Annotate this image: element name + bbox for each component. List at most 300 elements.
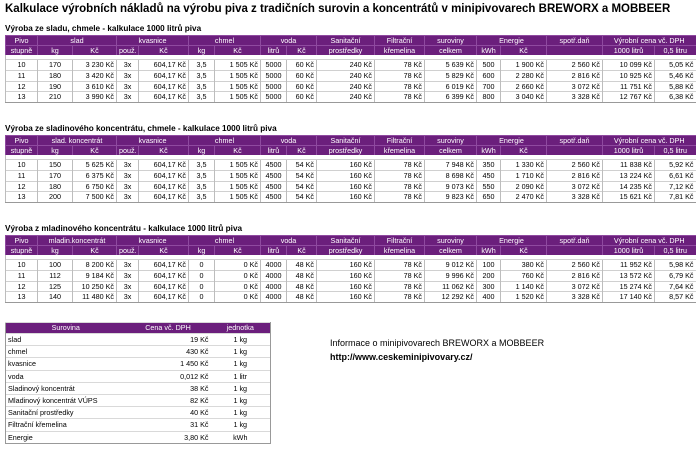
cell: 78 Kč: [375, 60, 425, 71]
header-cell: stupně: [6, 246, 38, 256]
header-cell: Kč: [139, 46, 189, 56]
cell: 60 Kč: [287, 92, 317, 103]
header-cell: voda: [261, 236, 317, 246]
header-cell: suroviny: [425, 136, 477, 146]
cell: 160 Kč: [317, 292, 375, 303]
table-row: [6, 181, 696, 192]
calc-table-sladinovy: [5, 135, 696, 203]
cell: 13: [6, 292, 38, 303]
cell: 3x: [117, 260, 139, 271]
table-row: [6, 292, 696, 303]
header-cell: kg: [38, 246, 73, 256]
cell: 13: [6, 92, 38, 103]
header-cell: kg: [189, 246, 215, 256]
cell: 1 kg: [211, 395, 271, 407]
header-cell: chmel: [189, 236, 261, 246]
info-text: Informace o minipivovarech BREWORX a MOBBEER: [330, 338, 545, 348]
table-row: [6, 407, 271, 419]
cell: 2 280 Kč: [501, 71, 547, 82]
cell: 160 Kč: [317, 192, 375, 203]
cell: 650: [477, 192, 501, 203]
header-cell: Energie: [477, 136, 547, 146]
cell: 54 Kč: [287, 160, 317, 171]
header-cell: křemelina: [375, 146, 425, 156]
header-cell: použ.: [117, 146, 139, 156]
header-row-2: [6, 146, 696, 156]
cell: 240 Kč: [317, 92, 375, 103]
cell: 3 230 Kč: [73, 60, 117, 71]
header-cell: slad. koncentrát: [38, 136, 117, 146]
cell: 550: [477, 181, 501, 192]
table-row: [6, 281, 696, 292]
header-row-1: [6, 36, 696, 46]
cell: 210: [38, 92, 73, 103]
cell: 4000: [261, 260, 287, 271]
cell: 78 Kč: [375, 181, 425, 192]
cell: 7 500 Kč: [73, 192, 117, 203]
cell: 10: [6, 160, 38, 171]
cell: 600: [477, 71, 501, 82]
cell: 3x: [117, 171, 139, 182]
cell: 13 572 Kč: [603, 271, 655, 282]
cell: 5,46 Kč: [655, 71, 696, 82]
cell: 1 kg: [211, 382, 271, 394]
cell: 12 292 Kč: [425, 292, 477, 303]
cell: 3x: [117, 281, 139, 292]
cell: 10 250 Kč: [73, 281, 117, 292]
cell: 6,61 Kč: [655, 171, 696, 182]
header-cell: Filtrační: [375, 136, 425, 146]
cell: 0: [189, 260, 215, 271]
header-cell: voda: [261, 136, 317, 146]
header-cell: chmel: [189, 36, 261, 46]
table-row: [6, 260, 696, 271]
cell: 6,79 Kč: [655, 271, 696, 282]
cell: 100: [38, 260, 73, 271]
cell: 1 505 Kč: [215, 171, 261, 182]
header-cell: kg: [189, 46, 215, 56]
cell: 6 375 Kč: [73, 171, 117, 182]
table-row: [6, 192, 696, 203]
cell: 3,5: [189, 81, 215, 92]
cell: 1 505 Kč: [215, 92, 261, 103]
header-row-1: [6, 136, 696, 146]
header-cell: Kč: [215, 146, 261, 156]
calc-table-mladinovy: [5, 235, 696, 303]
cell: 54 Kč: [287, 171, 317, 182]
header-cell: Kč: [287, 246, 317, 256]
header-cell: 0,5 litru: [655, 246, 696, 256]
table-row: [6, 346, 271, 358]
cell: 3x: [117, 292, 139, 303]
header-cell: Kč: [501, 146, 547, 156]
header-cell: prostředky: [317, 146, 375, 156]
cell: 48 Kč: [287, 281, 317, 292]
cell: 5000: [261, 92, 287, 103]
header-cell: litrů: [261, 246, 287, 256]
header-cell: Kč: [287, 46, 317, 56]
cell: 3x: [117, 81, 139, 92]
header-cell: celkem: [425, 246, 477, 256]
cell: 125: [38, 281, 73, 292]
header-cell: Kč: [287, 146, 317, 156]
cell: 10 099 Kč: [603, 60, 655, 71]
cell: 4500: [261, 160, 287, 171]
cell: 1 kg: [211, 346, 271, 358]
surovina-price-table: [5, 322, 271, 444]
calc-table-slad: [5, 35, 696, 103]
header-cell: křemelina: [375, 46, 425, 56]
cell: slad: [6, 334, 126, 346]
cell: 150: [38, 160, 73, 171]
cell: 112: [38, 271, 73, 282]
header-cell: Cena vč. DPH: [126, 323, 211, 334]
header-cell: Sanitační: [317, 136, 375, 146]
cell: 604,17 Kč: [139, 60, 189, 71]
cell: 8 698 Kč: [425, 171, 477, 182]
cell: 0 Kč: [215, 271, 261, 282]
cell: 3 072 Kč: [547, 181, 603, 192]
cell: 100: [477, 260, 501, 271]
cell: 3x: [117, 60, 139, 71]
cell: 4500: [261, 171, 287, 182]
header-cell: slad: [38, 36, 117, 46]
header-cell: Kč: [215, 46, 261, 56]
header-cell: kg: [38, 46, 73, 56]
cell: 760 Kč: [501, 271, 547, 282]
cell: 48 Kč: [287, 271, 317, 282]
cell: 11 838 Kč: [603, 160, 655, 171]
cell: 3x: [117, 271, 139, 282]
cell: 1 505 Kč: [215, 181, 261, 192]
cell: 604,17 Kč: [139, 81, 189, 92]
cell: 1 505 Kč: [215, 160, 261, 171]
header-cell: spotř.daň: [547, 236, 603, 246]
header-cell: kWh: [477, 246, 501, 256]
header-cell: kvasnice: [117, 36, 189, 46]
header-cell: 1000 litrů: [603, 146, 655, 156]
cell: 4000: [261, 292, 287, 303]
cell: 5 639 Kč: [425, 60, 477, 71]
header-cell: chmel: [189, 136, 261, 146]
table-row: [6, 419, 271, 431]
cell: 3 328 Kč: [547, 192, 603, 203]
cell: 78 Kč: [375, 260, 425, 271]
cell: 11: [6, 171, 38, 182]
cell: 9 012 Kč: [425, 260, 477, 271]
cell: 13: [6, 192, 38, 203]
cell: 3x: [117, 92, 139, 103]
cell: 2 560 Kč: [547, 260, 603, 271]
cell: 7,64 Kč: [655, 281, 696, 292]
cell: 380 Kč: [501, 260, 547, 271]
cell: 3,5: [189, 181, 215, 192]
cell: 5,88 Kč: [655, 81, 696, 92]
cell: 3 610 Kč: [73, 81, 117, 92]
header-cell: 0,5 litru: [655, 146, 696, 156]
cell: 60 Kč: [287, 60, 317, 71]
cell: 54 Kč: [287, 192, 317, 203]
header-row-2: [6, 246, 696, 256]
cell: 11 062 Kč: [425, 281, 477, 292]
cell: 1 kg: [211, 358, 271, 370]
cell: 78 Kč: [375, 81, 425, 92]
cell: 11: [6, 71, 38, 82]
cell: 2 470 Kč: [501, 192, 547, 203]
cell: 40 Kč: [126, 407, 211, 419]
cell: 2 560 Kč: [547, 60, 603, 71]
cell: 8 200 Kč: [73, 260, 117, 271]
cell: 160 Kč: [317, 171, 375, 182]
header-cell: kWh: [477, 46, 501, 56]
cell: 160 Kč: [317, 181, 375, 192]
header-cell: celkem: [425, 46, 477, 56]
cell: kWh: [211, 431, 271, 443]
cell: 2 090 Kč: [501, 181, 547, 192]
cell: 12: [6, 181, 38, 192]
table-row: [6, 81, 696, 92]
cell: 60 Kč: [287, 81, 317, 92]
header-cell: spotř.daň: [547, 36, 603, 46]
cell: 1 900 Kč: [501, 60, 547, 71]
table-row: [6, 431, 271, 443]
header-cell: kg: [38, 146, 73, 156]
cell: 78 Kč: [375, 281, 425, 292]
cell: 17 140 Kč: [603, 292, 655, 303]
header-cell: kvasnice: [117, 136, 189, 146]
cell: 19 Kč: [126, 334, 211, 346]
cell: 190: [38, 81, 73, 92]
header-cell: Kč: [215, 246, 261, 256]
cell: 9 184 Kč: [73, 271, 117, 282]
cell: 3,80 Kč: [126, 431, 211, 443]
cell: 3x: [117, 160, 139, 171]
cell: 1 330 Kč: [501, 160, 547, 171]
header-row-1: [6, 236, 696, 246]
cell: 6 019 Kč: [425, 81, 477, 92]
cell: 350: [477, 160, 501, 171]
cell: 604,17 Kč: [139, 181, 189, 192]
cell: chmel: [6, 346, 126, 358]
header-cell: [547, 246, 603, 256]
cell: 60 Kč: [287, 71, 317, 82]
header-cell: stupně: [6, 46, 38, 56]
cell: 11 480 Kč: [73, 292, 117, 303]
cell: 12: [6, 281, 38, 292]
header-cell: Výrobní cena vč. DPH: [603, 236, 696, 246]
cell: 11 952 Kč: [603, 260, 655, 271]
cell: 6 399 Kč: [425, 92, 477, 103]
header-cell: [547, 46, 603, 56]
cell: 3x: [117, 71, 139, 82]
header-cell: celkem: [425, 146, 477, 156]
cell: 160 Kč: [317, 260, 375, 271]
cell: 200: [477, 271, 501, 282]
section-title-slad: Výroba ze sladu, chmele - kalkulace 1000 litrů piva: [5, 24, 202, 33]
cell: 2 816 Kč: [547, 271, 603, 282]
table-row: [6, 382, 271, 394]
cell: 0 Kč: [215, 260, 261, 271]
header-cell: litrů: [261, 146, 287, 156]
cell: 604,17 Kč: [139, 271, 189, 282]
cell: 78 Kč: [375, 160, 425, 171]
cell: 3,5: [189, 60, 215, 71]
cell: 9 996 Kč: [425, 271, 477, 282]
website-link[interactable]: http://www.ceskeminipivovary.cz/: [330, 352, 473, 362]
header-cell: suroviny: [425, 236, 477, 246]
table-row: [6, 92, 696, 103]
cell: 3,5: [189, 71, 215, 82]
table-row: [6, 171, 696, 182]
header-cell: kg: [189, 146, 215, 156]
cell: 3 072 Kč: [547, 281, 603, 292]
cell: 3,5: [189, 160, 215, 171]
header-cell: 1000 litrů: [603, 46, 655, 56]
header-cell: Filtrační: [375, 36, 425, 46]
cell: 5,92 Kč: [655, 160, 696, 171]
cell: 800: [477, 92, 501, 103]
cell: 240 Kč: [317, 60, 375, 71]
cell: 1 140 Kč: [501, 281, 547, 292]
cell: 1 kg: [211, 407, 271, 419]
cell: 48 Kč: [287, 260, 317, 271]
header-cell: prostředky: [317, 246, 375, 256]
header-cell: litrů: [261, 46, 287, 56]
cell: 604,17 Kč: [139, 171, 189, 182]
cell: 0 Kč: [215, 292, 261, 303]
cell: 300: [477, 281, 501, 292]
cell: Sladinový koncentrát: [6, 382, 126, 394]
cell: 31 Kč: [126, 419, 211, 431]
cell: 13 224 Kč: [603, 171, 655, 182]
cell: 15 274 Kč: [603, 281, 655, 292]
cell: 8,57 Kč: [655, 292, 696, 303]
cell: 0: [189, 292, 215, 303]
header-cell: Výrobní cena vč. DPH: [603, 136, 696, 146]
cell: 1 450 Kč: [126, 358, 211, 370]
cell: 450: [477, 171, 501, 182]
header-cell: kWh: [477, 146, 501, 156]
header-cell: použ.: [117, 46, 139, 56]
cell: 12: [6, 81, 38, 92]
section-title-mladinovy: Výroba z mladinového koncentrátu - kalkulace 1000 litrů piva: [5, 224, 243, 233]
cell: kvasnice: [6, 358, 126, 370]
header-cell: použ.: [117, 246, 139, 256]
cell: voda: [6, 370, 126, 382]
cell: 5000: [261, 71, 287, 82]
page-title: Kalkulace výrobních nákladů na výrobu piva z tradičních surovin a koncentrátů v minipivovarech BREWORX a MOBBEER: [5, 3, 671, 15]
cell: 240 Kč: [317, 81, 375, 92]
cell: 14 235 Kč: [603, 181, 655, 192]
cell: 10: [6, 60, 38, 71]
header-cell: 0,5 litru: [655, 46, 696, 56]
cell: 1 kg: [211, 334, 271, 346]
header-cell: Pivo: [6, 36, 38, 46]
cell: 700: [477, 81, 501, 92]
cell: 9 823 Kč: [425, 192, 477, 203]
cell: 604,17 Kč: [139, 281, 189, 292]
cell: 3 328 Kč: [547, 292, 603, 303]
cell: 240 Kč: [317, 71, 375, 82]
header-cell: Kč: [73, 146, 117, 156]
cell: 5,05 Kč: [655, 60, 696, 71]
header-cell: [547, 146, 603, 156]
cell: 1 520 Kč: [501, 292, 547, 303]
cell: 3,5: [189, 171, 215, 182]
cell: 78 Kč: [375, 292, 425, 303]
cell: 1 505 Kč: [215, 71, 261, 82]
header-cell: Kč: [139, 246, 189, 256]
cell: 5,98 Kč: [655, 260, 696, 271]
header-cell: kvasnice: [117, 236, 189, 246]
cell: 3 072 Kč: [547, 81, 603, 92]
header-cell: Sanitační: [317, 236, 375, 246]
cell: 604,17 Kč: [139, 160, 189, 171]
cell: 2 660 Kč: [501, 81, 547, 92]
cell: 3x: [117, 181, 139, 192]
cell: 7 948 Kč: [425, 160, 477, 171]
cell: 4500: [261, 192, 287, 203]
header-cell: Surovina: [6, 323, 126, 334]
cell: 5000: [261, 60, 287, 71]
cell: 604,17 Kč: [139, 71, 189, 82]
info-block: [330, 336, 544, 364]
cell: 0: [189, 281, 215, 292]
header-cell: jednotka: [211, 323, 271, 334]
header-cell: křemelina: [375, 246, 425, 256]
cell: Filtrační křemelina: [6, 419, 126, 431]
header-cell: Pivo: [6, 136, 38, 146]
cell: Mladinový koncentrát VÚPS: [6, 395, 126, 407]
cell: 4000: [261, 271, 287, 282]
cell: 78 Kč: [375, 92, 425, 103]
cell: Sanitační prostředky: [6, 407, 126, 419]
cell: 15 621 Kč: [603, 192, 655, 203]
header-cell: stupně: [6, 146, 38, 156]
cell: 604,17 Kč: [139, 92, 189, 103]
header-cell: Kč: [73, 246, 117, 256]
header-cell: prostředky: [317, 46, 375, 56]
table-row: [6, 334, 271, 346]
cell: 11 751 Kč: [603, 81, 655, 92]
cell: 78 Kč: [375, 271, 425, 282]
cell: 78 Kč: [375, 171, 425, 182]
header-cell: Energie: [477, 236, 547, 246]
cell: 3 040 Kč: [501, 92, 547, 103]
cell: 160 Kč: [317, 271, 375, 282]
cell: 38 Kč: [126, 382, 211, 394]
cell: 1 505 Kč: [215, 192, 261, 203]
cell: 2 816 Kč: [547, 71, 603, 82]
cell: 54 Kč: [287, 181, 317, 192]
cell: 1 kg: [211, 419, 271, 431]
header-cell: 1000 litrů: [603, 246, 655, 256]
table-row: [6, 358, 271, 370]
table-row: [6, 395, 271, 407]
cell: 10 925 Kč: [603, 71, 655, 82]
cell: 5 625 Kč: [73, 160, 117, 171]
cell: 3 328 Kč: [547, 92, 603, 103]
header-cell: Kč: [501, 246, 547, 256]
cell: 3,5: [189, 192, 215, 203]
table-row: [6, 370, 271, 382]
header-cell: Kč: [501, 46, 547, 56]
cell: 140: [38, 292, 73, 303]
header-cell: Energie: [477, 36, 547, 46]
cell: 4500: [261, 181, 287, 192]
cell: 0: [189, 271, 215, 282]
section-title-sladinovy: Výroba ze sladinového koncentrátu, chmele - kalkulace 1000 litrů piva: [5, 124, 277, 133]
